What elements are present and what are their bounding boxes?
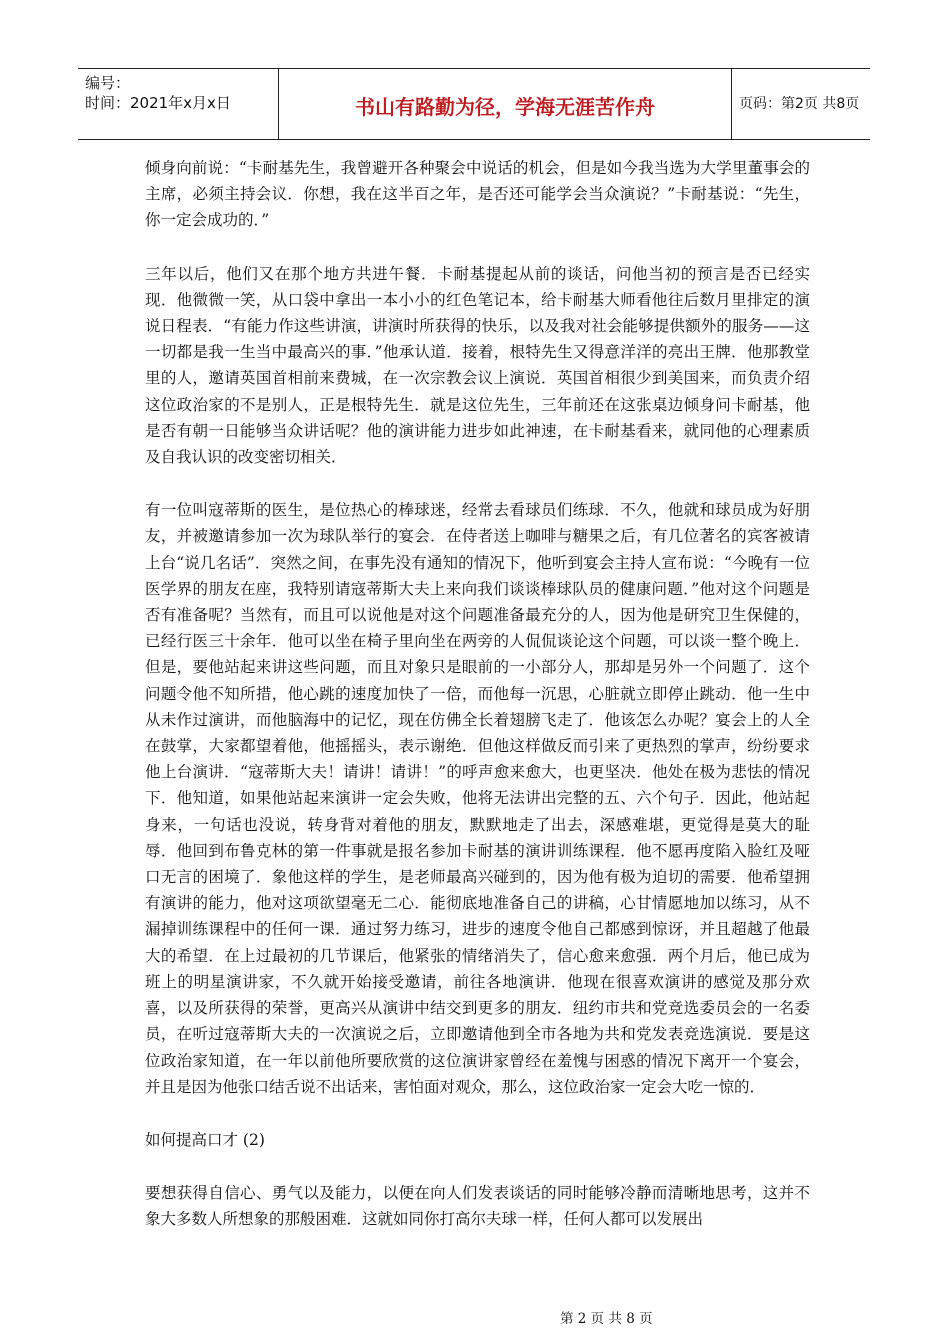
document-body <box>145 155 810 1233</box>
paragraph-4: 要想获得自信心、勇气以及能力，以便在向人们发表谈话的同时能够冷静而清晰地思考，这并不象大多数人所想象的那般困难．这就如同你打高尔夫球一样，任何人都可以发展出 <box>145 1184 810 1229</box>
paragraph-3: 有一位叫寇蒂斯的医生，是位热心的棒球迷，经常去看球员们练球．不久，他就和球员成为好朋友，并被邀请参加一次为球队举行的宴会．在侍者送上咖啡与糖果之后，有几位著名的宾客被请上台“说几名话”．突然之间，在事先没有通知的情况下，他听到宴会主持人宣布说：“今晚有一位医学界的朋友在座，我特别请寇蒂斯大夫上来向我们谈谈棒球队员的健康问题．”他对这个问题是否有准备呢？当然有，而且可以说他是对这个问题准备最充分的人，因为他是研究卫生保健的，已经行医三十余年．他可以坐在椅子里向坐在两旁的人侃侃谈论这个问题，可以谈一整个晚上．但是，要他站起来讲这些问题，而且对象只是眼前的一小部分人，那却是另外一个问题了．这个问题令他不知所措，他心跳的速度加快了一倍，而他每一沉思，心脏就立即停止跳动．他一生中从未作过演讲，而他脑海中的记忆，现在仿佛全长着翅膀飞走了．他该怎么办呢？宴会上的人全在鼓掌，大家都望着他，他摇摇头，表示谢绝．但他这样做反而引来了更热烈的掌声，纷纷要求他上台演讲．“寇蒂斯大夫！请讲！请讲！”的呼声愈来愈大，也更坚决．他处在极为悲怯的情况下．他知道，如果他站起来演讲一定会失败，他将无法讲出完整的五、六个句子．因此，他站起身来，一句话也没说，转身背对着他的朋友，默默地走了出去，深感难堪，更觉得是莫大的耻辱．他回到布鲁克林的第一件事就是报名参加卡耐基的演讲训练课程．他不愿再度陷入脸红及哑口无言的困境了．象他这样的学生，是老师最高兴碰到的，因为他有极为迫切的需要．他希望拥有演讲的能力，他对这项欲望毫无二心．能彻底地准备自己的讲稿，心甘情愿地加以练习，从不漏掉训练课程中的任何一课．通过努力练习，进步的速度令他自己都感到惊讶，并且超越了他最大的希望．在上过最初的几节课后，他紧张的情绪消失了，信心愈来愈强．两个月后，他已成为班上的明星演讲家，不久就开始接受邀请，前往各地演讲．他现在很喜欢演讲的感觉及那分欢喜，以及所获得的荣誉，更高兴从演讲中结交到更多的朋友．纽约市共和党竞选委员会的一名委员，在听过寇蒂斯大夫的一次演说之后，立即邀请他到全市各地为共和党发表竞选演说．要是这位政治家知道，在一年以前他所要欣赏的这位演讲家曾经在羞愧与困惑的情况下离开一个宴会，并且是因为他张口结舌说不出话来，害怕面对观众，那么，这位政治家一定会大吃一惊的． <box>145 501 810 1096</box>
header-motto-cell <box>278 69 732 139</box>
paragraph-2: 三年以后，他们又在那个地方共进午餐．卡耐基提起从前的谈话，问他当初的预言是否已经实现．他微微一笑，从口袋中拿出一本小小的红色笔记本，给卡耐基大师看他往后数月里排定的演说日程表．“有能力作这些讲演，讲演时所获得的快乐，以及我对社会能够提供额外的服务——这一切都是我一生当中最高兴的事．”他承认道．接着，根特先生又得意洋洋的亮出王牌．他那教堂里的人，邀请英国首相前来费城，在一次宗教会议上演说．英国首相很少到美国来，而负责介绍这位政治家的不是别人，正是根特先生．就是这位先生，三年前还在这张桌边倾身问卡耐基，他是否有朝一日能够当众讲话呢？他的演讲能力进步如此神速，在卡耐基看来，就同他的心理素质及自我认识的改变密切相关． <box>145 264 810 467</box>
header-motto: 书山有路勤为径，学海无涯苦作舟 <box>355 95 655 119</box>
page-header <box>78 68 870 140</box>
document-date-label: 时间：2021年x月x日 <box>85 94 231 112</box>
page-footer: 第 2 页 共 8 页 <box>560 1311 653 1327</box>
header-page-cell <box>731 69 870 139</box>
header-page-info: 页码：第2页 共8页 <box>739 96 860 112</box>
paragraph-1: 倾身向前说：“卡耐基先生，我曾避开各种聚会中说话的机会，但是如今我当选为大学里董事会的主席，必须主持会议．你想，我在这半百之年，是否还可能学会当众演说？”卡耐基说：“先生，你一定会成功的．” <box>145 159 810 230</box>
section-heading: 如何提高口才 (2) <box>145 1130 265 1149</box>
header-meta-cell <box>78 69 278 139</box>
document-number-label: 编号： <box>85 74 131 92</box>
